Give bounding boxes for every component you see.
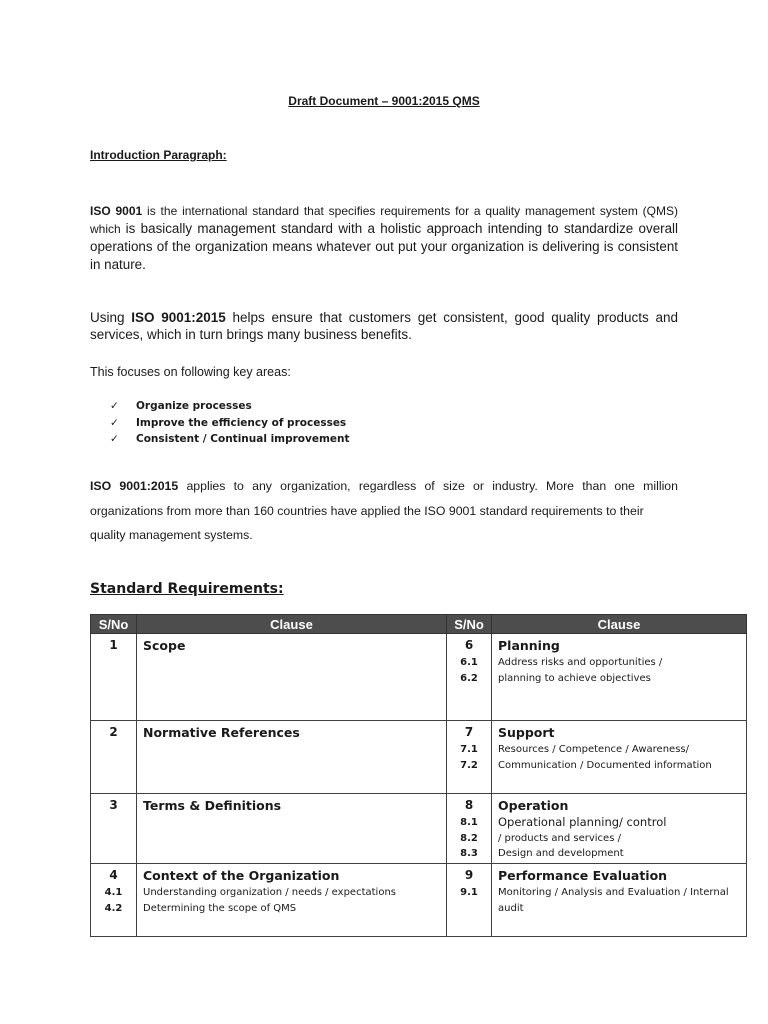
clause-cell bbox=[137, 634, 447, 721]
checkmark-icon: ✓ bbox=[110, 400, 119, 412]
clause-number-cell bbox=[91, 794, 137, 864]
sub-clause-number: 4.2 bbox=[104, 902, 123, 914]
clause-cell bbox=[492, 794, 747, 864]
clause-title: Operation bbox=[498, 798, 569, 813]
clause-number-cell bbox=[91, 864, 137, 937]
clause-detail: planning to achieve objectives bbox=[498, 672, 651, 684]
table-row bbox=[91, 864, 747, 937]
clause-cell bbox=[492, 634, 747, 721]
clause-detail: Communication / Documented information bbox=[498, 759, 712, 771]
clause-number: 6 bbox=[464, 638, 474, 652]
table-header-row bbox=[91, 615, 747, 634]
iso-9001-term: ISO 9001 bbox=[90, 204, 143, 218]
checkmark-icon: ✓ bbox=[110, 433, 119, 445]
para1-text-b: is basically management standard with a holistic approach intending to standardize overall operations of the organization means whatever out put your organization is delivering is consistent in nature. bbox=[90, 221, 679, 272]
table-row bbox=[91, 721, 747, 794]
iso-9001-2015-term: ISO 9001:2015 bbox=[131, 310, 226, 325]
clause-number: 1 bbox=[109, 638, 118, 652]
clause-number: 7 bbox=[464, 725, 474, 739]
header-clause-right: Clause bbox=[492, 615, 747, 634]
sub-clause-number: 7.1 bbox=[460, 744, 478, 755]
clause-title: Support bbox=[498, 725, 555, 740]
clause-title: Planning bbox=[498, 638, 560, 653]
para1-text-a: is the international standard that specifies requirements for a quality management system (QMS) which bbox=[90, 204, 679, 236]
para2-lead: Using bbox=[90, 310, 132, 325]
clause-detail: Operational planning/ control bbox=[498, 815, 667, 829]
requirements-table bbox=[90, 614, 747, 937]
clause-number-cell bbox=[447, 864, 492, 937]
clause-cell bbox=[137, 721, 447, 794]
para4-line1-text: applies to any organization, regardless of size or industry. More than one million bbox=[178, 479, 678, 493]
header-sno-right: S/No bbox=[447, 615, 492, 634]
sub-clause-number: 8.2 bbox=[460, 832, 478, 844]
clause-cell bbox=[137, 794, 447, 864]
key-area-label: Organize processes bbox=[136, 400, 252, 412]
clause-cell bbox=[492, 721, 747, 794]
checkmark-icon: ✓ bbox=[110, 416, 119, 429]
key-area-label: Consistent / Continual improvement bbox=[136, 433, 350, 445]
sub-clause-number: 8.1 bbox=[460, 817, 478, 828]
document-title: Draft Document – 9001:2015 QMS bbox=[288, 94, 480, 108]
clause-number-cell bbox=[91, 634, 137, 721]
clause-detail: Design and development bbox=[498, 848, 624, 859]
sub-clause-number: 8.3 bbox=[460, 848, 478, 859]
clause-detail: / products and services / bbox=[498, 832, 621, 844]
clause-title: Context of the Organization bbox=[143, 868, 340, 883]
clause-title: Scope bbox=[143, 638, 186, 653]
clause-title: Terms & Definitions bbox=[143, 798, 282, 813]
clause-number-cell bbox=[447, 794, 492, 864]
clause-number: 9 bbox=[464, 868, 474, 882]
iso-9001-2015-term: ISO 9001:2015 bbox=[90, 479, 179, 493]
table-row bbox=[91, 634, 747, 721]
clause-number: 4 bbox=[109, 868, 118, 882]
sub-clause-number: 7.2 bbox=[460, 759, 478, 771]
clause-title: Normative References bbox=[143, 725, 300, 740]
clause-detail: Determining the scope of QMS bbox=[143, 902, 297, 914]
clause-number: 2 bbox=[109, 725, 118, 739]
sub-clause-number: 9.1 bbox=[460, 887, 478, 898]
clause-detail: Monitoring / Analysis and Evaluation / Internal bbox=[498, 887, 729, 898]
sub-clause-number: 6.1 bbox=[460, 657, 478, 668]
clause-detail: Address risks and opportunities / bbox=[498, 657, 663, 668]
standard-requirements-heading: Standard Requirements: bbox=[90, 581, 284, 597]
clause-cell bbox=[492, 864, 747, 937]
sub-clause-number: 6.2 bbox=[460, 672, 478, 684]
clause-number: 3 bbox=[109, 798, 118, 812]
list-item bbox=[110, 431, 350, 448]
applicability-paragraph bbox=[90, 474, 678, 548]
intro-paragraph bbox=[90, 203, 678, 274]
header-clause-left: Clause bbox=[137, 615, 447, 634]
para2-text: helps ensure that customers get consistent, good quality products and services, which in turn brings many business benefits. bbox=[90, 310, 678, 342]
intro-heading: Introduction Paragraph: bbox=[90, 148, 227, 162]
table-row bbox=[91, 794, 747, 864]
benefits-paragraph bbox=[90, 309, 678, 343]
sub-clause-number: 4.1 bbox=[104, 887, 123, 898]
para4-line-2: organizations from more than 160 countries have applied the ISO 9001 standard requirements to their bbox=[90, 503, 644, 518]
para4-line-3: quality management systems. bbox=[90, 528, 253, 542]
header-sno-left: S/No bbox=[91, 615, 137, 634]
clause-number-cell bbox=[447, 634, 492, 721]
key-areas-intro: This focuses on following key areas: bbox=[90, 365, 291, 379]
clause-detail: Resources / Competence / Awareness/ bbox=[498, 744, 689, 755]
key-areas-list bbox=[110, 398, 350, 448]
list-item bbox=[110, 415, 350, 432]
key-area-label: Improve the efficiency of processes bbox=[136, 416, 347, 429]
clause-detail: Understanding organization / needs / expectations bbox=[143, 887, 396, 898]
list-item bbox=[110, 398, 350, 415]
clause-number-cell bbox=[447, 721, 492, 794]
para4-line-1 bbox=[90, 474, 678, 499]
clause-detail: audit bbox=[498, 902, 524, 914]
clause-cell bbox=[137, 864, 447, 937]
clause-title: Performance Evaluation bbox=[498, 868, 668, 883]
clause-number: 8 bbox=[464, 798, 474, 812]
clause-number-cell bbox=[91, 721, 137, 794]
